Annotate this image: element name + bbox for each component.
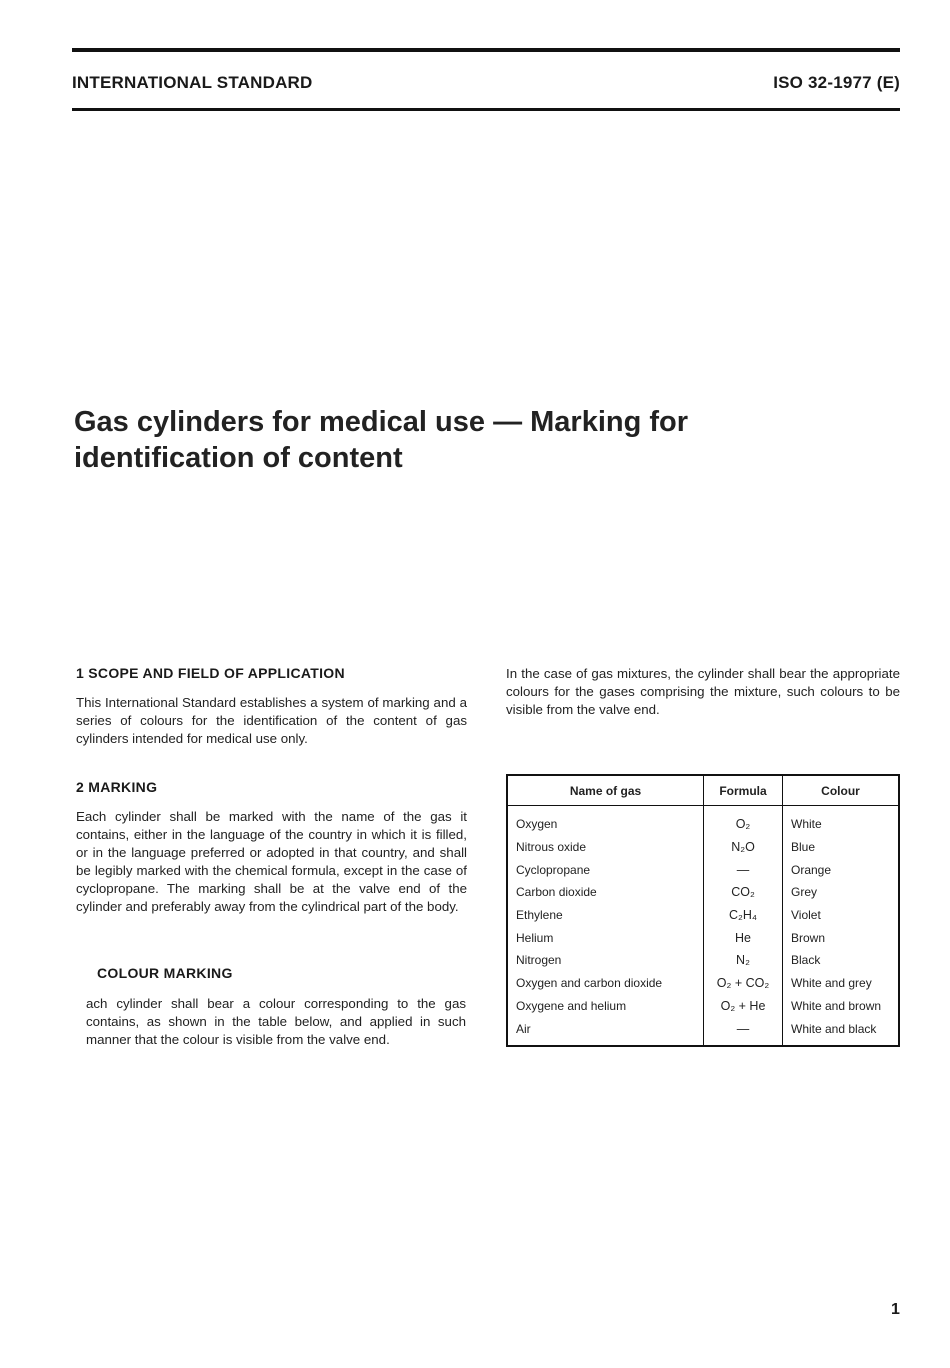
formula-cell: O₂ + He bbox=[704, 995, 783, 1018]
scope-heading: 1 SCOPE AND FIELD OF APPLICATION bbox=[76, 665, 345, 681]
table-row bbox=[507, 995, 899, 1018]
colour-cell: Grey bbox=[783, 881, 900, 904]
colour-cell: White bbox=[783, 806, 900, 836]
formula-cell: N₂ bbox=[704, 949, 783, 972]
header-name-of-gas: Name of gas bbox=[507, 775, 704, 806]
gas-colour-table bbox=[506, 774, 900, 1047]
formula-cell: — bbox=[704, 858, 783, 881]
marking-heading: 2 MARKING bbox=[76, 779, 158, 795]
gas-name-cell: Oxygen and carbon dioxide bbox=[516, 976, 663, 991]
scope-paragraph: This International Standard establishes a system of marking and a series of colours for the identification of the content of gas cylinders intended for medical use only. bbox=[76, 695, 467, 746]
formula-cell: C₂H₄ bbox=[704, 904, 783, 927]
gas-name-cell: Air bbox=[516, 1021, 531, 1036]
colour-cell: White and brown bbox=[783, 995, 900, 1018]
colour-cell: Black bbox=[783, 949, 900, 972]
gas-name-cell: Helium bbox=[516, 930, 554, 945]
colour-cell: Blue bbox=[783, 836, 900, 859]
table-row bbox=[507, 806, 899, 836]
header-bottom-rule bbox=[72, 108, 900, 111]
header-colour: Colour bbox=[783, 775, 900, 806]
gas-name-cell: Nitrous oxide bbox=[516, 840, 587, 855]
gas-mixtures-paragraph: In the case of gas mixtures, the cylinder shall bear the appropriate colours for the gases comprising the mixture, such colours to be visible from the valve end. bbox=[506, 666, 900, 717]
gas-name-cell: Ethylene bbox=[516, 908, 563, 923]
colour-cell: Brown bbox=[783, 926, 900, 949]
table-row bbox=[507, 972, 899, 995]
gas-name-cell: Carbon dioxide bbox=[516, 885, 597, 900]
formula-cell: O₂ + CO₂ bbox=[704, 972, 783, 995]
formula-cell: He bbox=[704, 926, 783, 949]
table-row bbox=[507, 904, 899, 927]
formula-cell: O₂ bbox=[704, 806, 783, 836]
gas-name-cell: Oxygen bbox=[516, 817, 558, 832]
header-formula: Formula bbox=[704, 775, 783, 806]
table-row bbox=[507, 881, 899, 904]
header-top-rule bbox=[72, 48, 900, 52]
gas-name-cell: Nitrogen bbox=[516, 953, 562, 968]
colour-marking-paragraph: ach cylinder shall bear a colour corresponding to the gas contains, as shown in the table below, and applied in such manner that the colour is visible from the valve end. bbox=[86, 996, 466, 1047]
table-row bbox=[507, 926, 899, 949]
table-row bbox=[507, 949, 899, 972]
header-standard-label: INTERNATIONAL STANDARD bbox=[72, 73, 313, 92]
table-row bbox=[507, 858, 899, 881]
colour-cell: White and grey bbox=[783, 972, 900, 995]
table-row bbox=[507, 1017, 899, 1046]
marking-paragraph: Each cylinder shall be marked with the name of the gas it contains, either in the language of the country in which it is filled, or in the language preferred or adopted in that country, and shall be legibly marked with the chemical formula, except in the case of cyclopropane. The marking shall be at the valve end of the cylinder and preferably away from the cylindrical part of the body. bbox=[76, 809, 467, 914]
table-row bbox=[507, 836, 899, 859]
colour-cell: Violet bbox=[783, 904, 900, 927]
formula-cell: — bbox=[704, 1017, 783, 1046]
document-title: Gas cylinders for medical use — Marking for identification of content bbox=[74, 406, 689, 474]
colour-cell: White and black bbox=[783, 1017, 900, 1046]
formula-cell: CO₂ bbox=[704, 881, 783, 904]
table-header-row bbox=[507, 775, 899, 806]
page-number: 1 bbox=[891, 1301, 900, 1318]
colour-marking-heading: COLOUR MARKING bbox=[97, 965, 233, 981]
formula-cell: N₂O bbox=[704, 836, 783, 859]
header-standard-number: ISO 32-1977 (E) bbox=[773, 73, 900, 92]
gas-name-cell: Cyclopropane bbox=[516, 862, 591, 877]
gas-name-cell: Oxygene and helium bbox=[516, 998, 627, 1013]
colour-cell: Orange bbox=[783, 858, 900, 881]
